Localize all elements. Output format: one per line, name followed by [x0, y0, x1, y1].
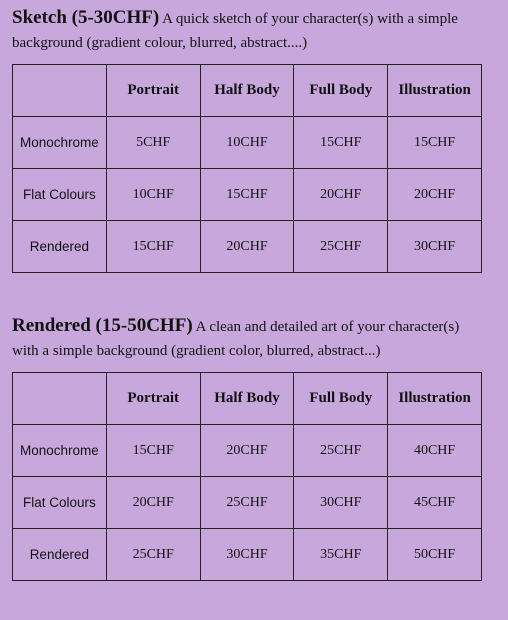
row-label: Rendered — [13, 221, 107, 273]
section-intro — [12, 314, 482, 363]
header-cell-empty — [13, 65, 107, 117]
price-table — [12, 64, 482, 273]
section-heading: Sketch (5-30CHF) — [12, 7, 160, 28]
price-cell: 5CHF — [106, 117, 200, 169]
price-cell: 20CHF — [200, 425, 294, 477]
price-cell: 20CHF — [388, 169, 482, 221]
price-table — [12, 372, 482, 581]
price-cell: 15CHF — [106, 425, 200, 477]
header-cell-half-body: Half Body — [200, 65, 294, 117]
price-cell: 25CHF — [294, 425, 388, 477]
header-cell-full-body: Full Body — [294, 65, 388, 117]
row-label: Flat Colours — [13, 477, 107, 529]
row-label: Flat Colours — [13, 169, 107, 221]
price-cell: 35CHF — [294, 529, 388, 581]
price-cell: 15CHF — [294, 117, 388, 169]
price-cell: 20CHF — [106, 477, 200, 529]
price-cell: 20CHF — [294, 169, 388, 221]
header-cell-portrait: Portrait — [106, 373, 200, 425]
table-row — [13, 117, 482, 169]
header-cell-portrait: Portrait — [106, 65, 200, 117]
rendered-section — [12, 314, 482, 562]
price-cell: 50CHF — [388, 529, 482, 581]
table-header-row — [13, 373, 482, 425]
header-cell-half-body: Half Body — [200, 373, 294, 425]
price-cell: 30CHF — [388, 221, 482, 273]
price-cell: 10CHF — [200, 117, 294, 169]
price-cell: 15CHF — [388, 117, 482, 169]
price-cell: 40CHF — [388, 425, 482, 477]
price-cell: 25CHF — [106, 529, 200, 581]
header-cell-illustration: Illustration — [388, 373, 482, 425]
price-cell: 45CHF — [388, 477, 482, 529]
table-row — [13, 425, 482, 477]
header-cell-full-body: Full Body — [294, 373, 388, 425]
section-intro — [12, 6, 482, 55]
price-cell: 15CHF — [200, 169, 294, 221]
table-row — [13, 221, 482, 273]
table-row — [13, 529, 482, 581]
row-label: Monochrome — [13, 425, 107, 477]
price-cell: 10CHF — [106, 169, 200, 221]
price-cell: 30CHF — [294, 477, 388, 529]
section-description: A quick sketch of your character(s) with a simple background (gradient colour, blurred, abstract....) — [12, 11, 458, 51]
section-heading: Rendered (15-50CHF) — [12, 315, 193, 336]
header-cell-illustration: Illustration — [388, 65, 482, 117]
row-label: Monochrome — [13, 117, 107, 169]
price-cell: 25CHF — [200, 477, 294, 529]
table-row — [13, 169, 482, 221]
price-cell: 30CHF — [200, 529, 294, 581]
sketch-section — [12, 6, 482, 254]
row-label: Rendered — [13, 529, 107, 581]
table-header-row — [13, 65, 482, 117]
header-cell-empty — [13, 373, 107, 425]
price-cell: 25CHF — [294, 221, 388, 273]
table-row — [13, 477, 482, 529]
price-cell: 15CHF — [106, 221, 200, 273]
price-cell: 20CHF — [200, 221, 294, 273]
section-description: A clean and detailed art of your character(s) with a simple background (gradient color, blurred, abstract...) — [12, 319, 460, 359]
